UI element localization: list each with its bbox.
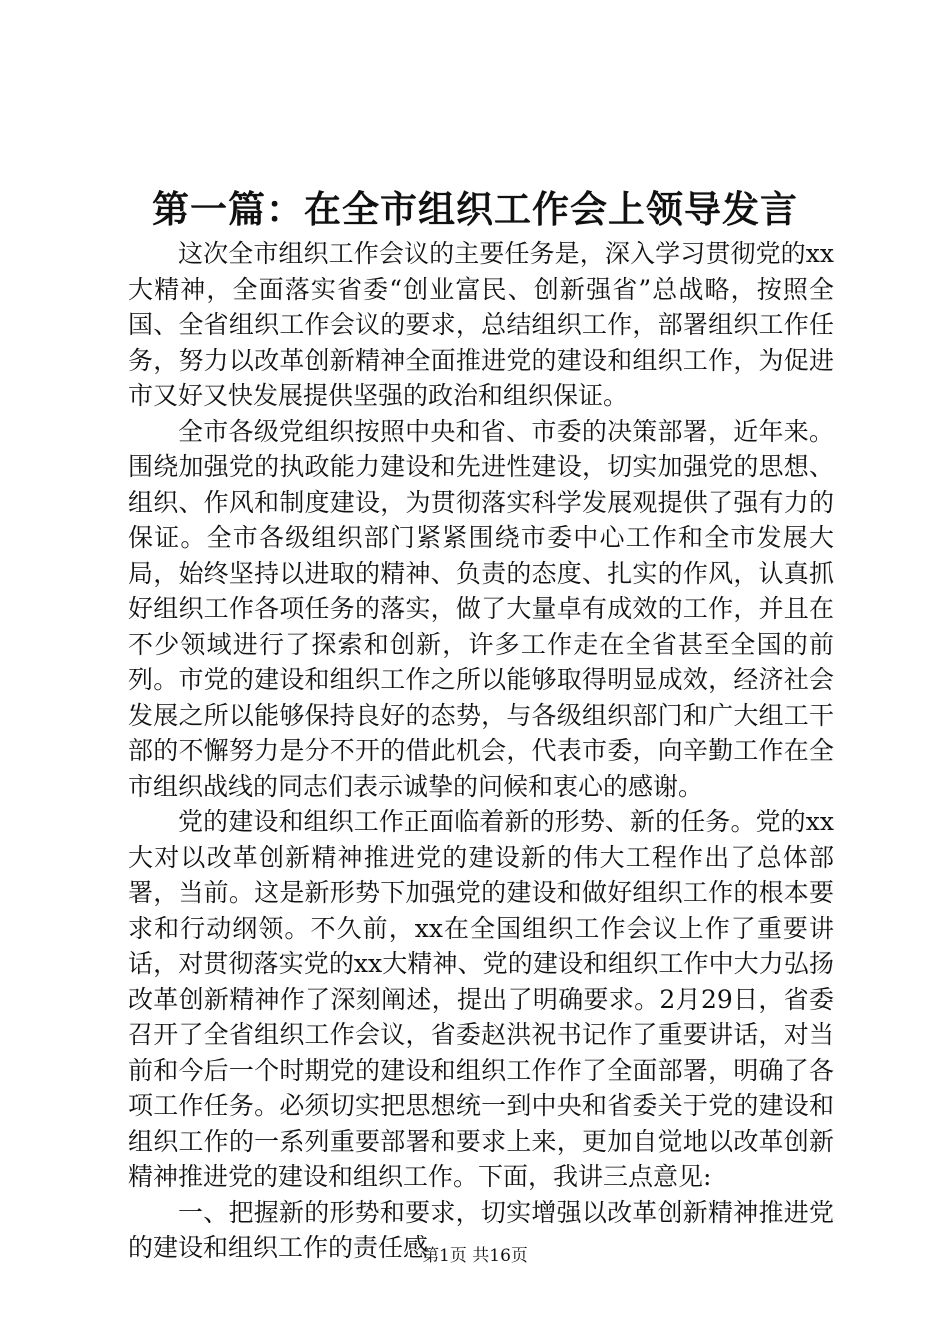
paragraph-3: 党的建设和组织工作正面临着新的形势、新的任务。党的xx大对以改革创新精神推进党的建设新的伟大工程作出了总体部署，当前。这是新形势下加强党的建设和做好组织工作的根本要求和行动纲领。不久前，xx在全国组织工作会议上作了重要讲话，对贯彻落实党的xx大精神、党的建设和组织工作中大力弘扬改革创新精神作了深刻阐述，提出了明确要求。2月29日，省委召开了全省组织工作会议，省委赵洪祝书记作了重要讲话，对当前和今后一个时期党的建设和组织工作作了全面部署，明确了各项工作任务。必须切实把思想统一到中央和省委关于党的建设和组织工作的一系列重要部署和要求上来，更加自觉地以改革创新精神推进党的建设和组织工作。下面，我讲三点意见: [128, 807, 834, 1191]
page-number-footer: 第1页 共16页 [422, 1246, 528, 1266]
paragraph-2: 全市各级党组织按照中央和省、市委的决策部署，近年来。围绕加强党的执政能力建设和先进性建设，切实加强党的思想、组织、作风和制度建设，为贯彻落实科学发展观提供了强有力的保证。全市各级组织部门紧紧围绕市委中心工作和全市发展大局，始终坚持以进取的精神、负责的态度、扎实的作风，认真抓好组织工作各项任务的落实，做了大量卓有成效的工作，并且在不少领域进行了探索和创新，许多工作走在全省甚至全国的前列。市党的建设和组织工作之所以能够取得明显成效，经济社会发展之所以能够保持良好的态势，与各级组织部门和广大组工干部的不懈努力是分不开的借此机会，代表市委，向辛勤工作在全市组织战线的同志们表示诚挚的问候和衷心的感谢。 [128, 416, 834, 801]
paragraph-4: 一、把握新的形势和要求，切实增强以改革创新精神推进党的建设和组织工作的责任感 [128, 1197, 834, 1262]
document-title: 第一篇：在全市组织工作会上领导发言 [152, 187, 798, 231]
document-body [128, 236, 834, 1266]
paragraph-1: 这次全市组织工作会议的主要任务是，深入学习贯彻党的xx大精神，全面落实省委“创业富民、创新强省”总战略，按照全国、全省组织工作会议的要求，总结组织工作，部署组织工作任务，努力以改革创新精神全面推进党的建设和组织工作，为促进市又好又快发展提供坚强的政治和组织保证。 [128, 239, 834, 410]
